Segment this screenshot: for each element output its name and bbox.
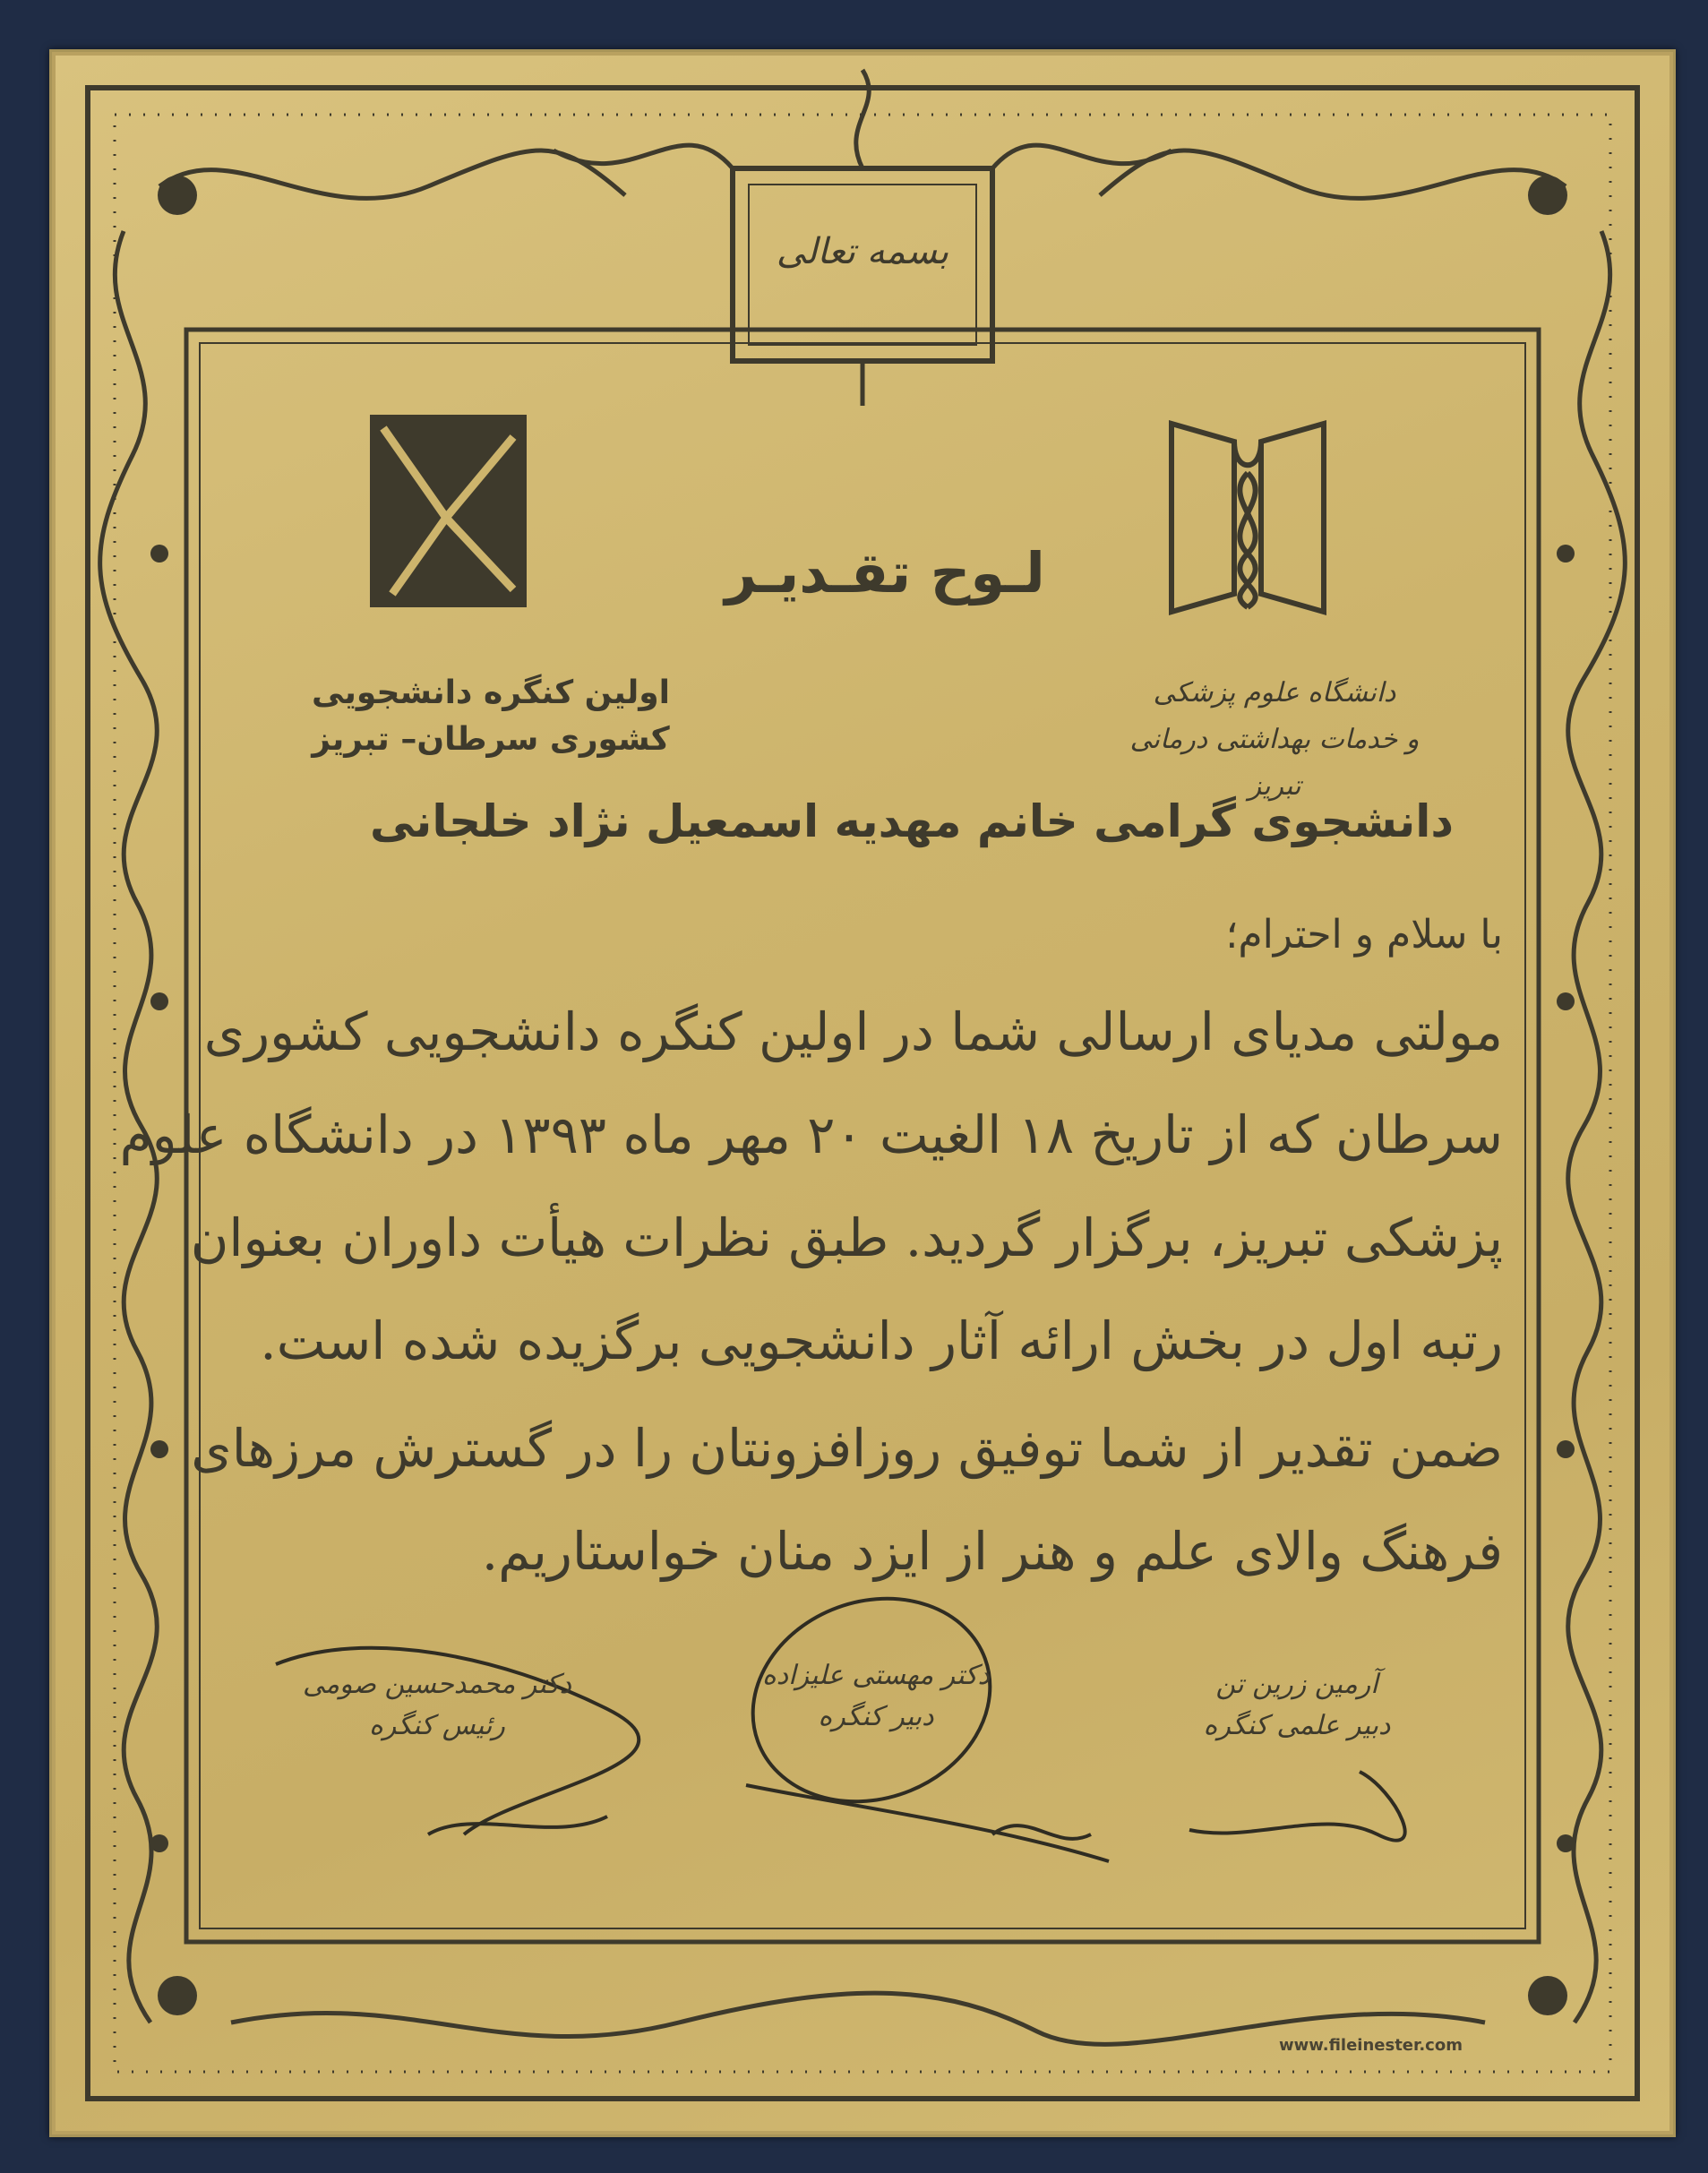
appreciation-plaque	[49, 49, 1676, 2137]
congress-caption-line2: کشوری سرطان– تبریز	[312, 721, 670, 758]
signature-role: دبیر علمی کنگره	[1203, 1710, 1391, 1741]
signature-role: رئیس کنگره	[369, 1710, 505, 1741]
university-caption-line2: و خدمات بهداشتی درمانی تبریز	[1129, 724, 1420, 802]
body-line: رتبه اول در بخش ارائه آثار دانشجویی برگزیده شده است.	[260, 1310, 1503, 1371]
plaque-title: لـوح تقـديـر	[725, 540, 1045, 606]
ornamental-border	[52, 52, 1673, 2134]
university-caption-line1: دانشگاه علوم پزشکی	[1153, 677, 1396, 709]
body-line: مولتی مدیای ارسالی شما در اولین کنگره دانشجویی کشوری	[203, 1001, 1503, 1062]
signature-name: دکتر مهستی علیزاده	[762, 1660, 990, 1691]
body-line: ضمن تقدیر از شما توفیق روزافزونتان را در گسترش مرزهای	[191, 1418, 1503, 1479]
congress-logo-caption	[303, 670, 679, 763]
signature-block-scientific-secretary	[1163, 1664, 1431, 1747]
signature-name: آرمین زرین تن	[1215, 1669, 1378, 1700]
body-line: پزشکی تبریز، برگزار گردید. طبق نظرات هیأت داوران بعنوان	[190, 1207, 1503, 1268]
body-line: سرطان که از تاریخ ۱۸ الغیت ۲۰ مهر ماه ۱۳۹۳ در دانشگاه علوم	[119, 1104, 1503, 1165]
congress-caption-line1: اولین کنگره دانشجویی	[311, 674, 671, 711]
greeting: با سلام و احترام؛	[1225, 912, 1503, 958]
signature-block-president	[276, 1664, 598, 1747]
signature-name: دکتر محمدحسین صومی	[302, 1669, 572, 1700]
recipient-name: دانشجوی گرامی خانم مهدیه اسمعیل نژاد خلجانی	[369, 795, 1455, 847]
bismillah-calligraphy: بسمه تعالی	[776, 231, 949, 272]
signature-block-secretary	[742, 1655, 1010, 1738]
university-logo-caption	[1109, 670, 1440, 810]
body-line: فرهنگ والای علم و هنر از ایزد منان خواستاریم.	[481, 1521, 1503, 1582]
website-watermark: www.fileinester.com	[1279, 2036, 1463, 2055]
signature-role: دبیر کنگره	[818, 1701, 934, 1732]
